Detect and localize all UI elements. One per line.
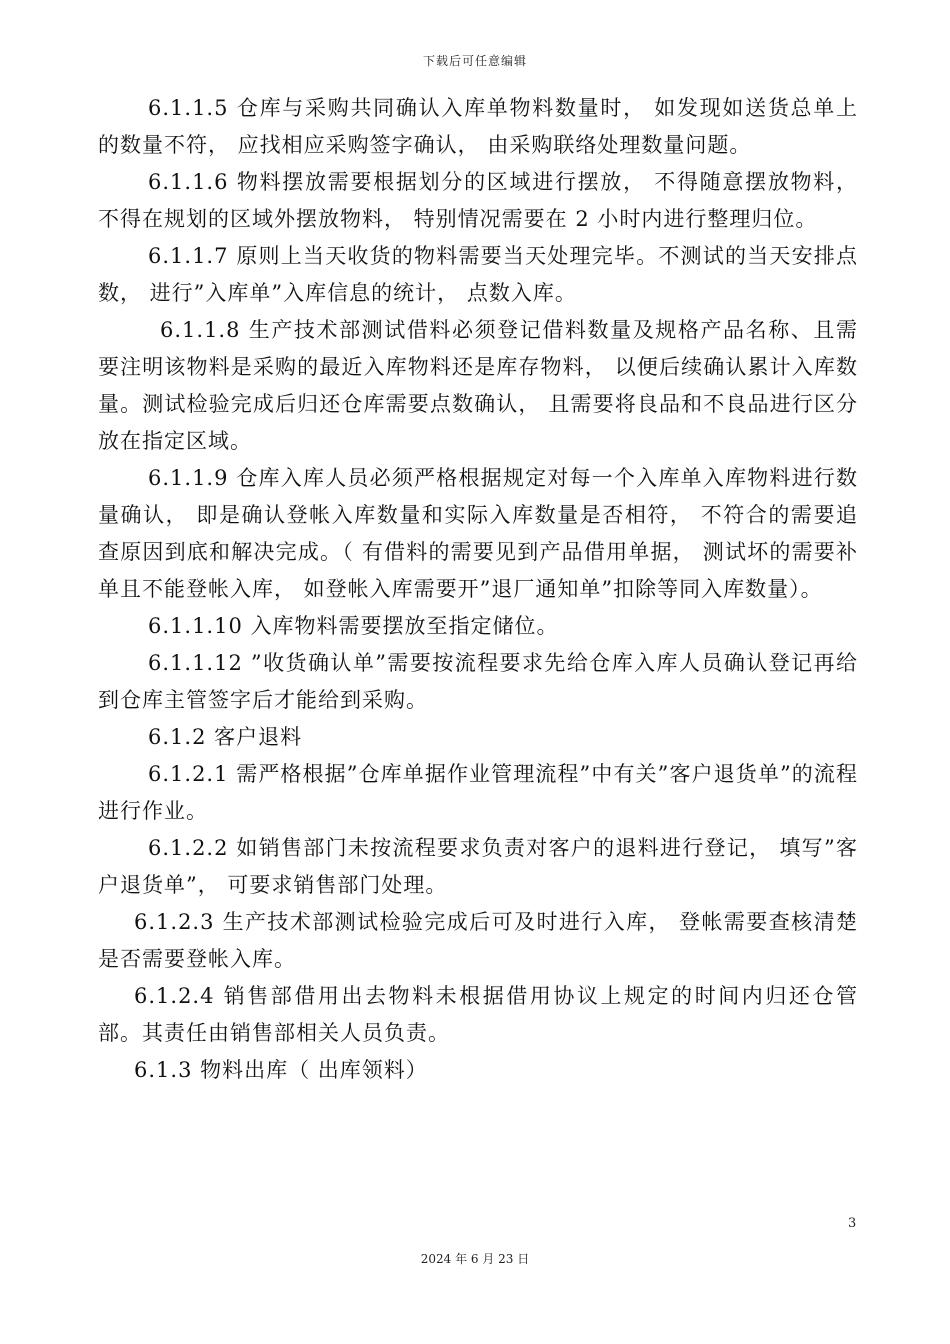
page-header: 下载后可任意编辑 bbox=[422, 54, 527, 68]
paragraph-6-1-1-8: 6.1.1.8 生产技术部测试借料必须登记借料数量及规格产品名称、且需要注明该物料是采购的最近入库物料还是库存物料， 以便后续确认累计入库数量。测试检验完成后归还仓库需要点数确认， 且需要将良品和不良品进行区分放在指定区域。 bbox=[98, 318, 858, 453]
footer-date: 2024 年 6 月 23 日 bbox=[420, 1252, 530, 1266]
paragraph-6-1-1-7: 6.1.1.7 原则上当天收货的物料需要当天处理完毕。不测试的当天安排点数， 进行”入库单”入库信息的统计， 点数入库。 bbox=[98, 244, 858, 305]
paragraph-6-1-1-12: 6.1.1.12 ”收货确认单”需要按流程要求先给仓库入库人员确认登记再给到仓库主管签字后才能给到采购。 bbox=[98, 651, 858, 712]
paragraph-6-1-2-1: 6.1.2.1 需严格根据”仓库单据作业管理流程”中有关”客户退货单”的流程进行作业。 bbox=[98, 762, 858, 823]
paragraph-6-1-1-6: 6.1.1.6 物料摆放需要根据划分的区域进行摆放， 不得随意摆放物料， 不得在规划的区域外摆放物料， 特别情况需要在 2 小时内进行整理归位。 bbox=[98, 170, 858, 231]
paragraph-6-1-1-5: 6.1.1.5 仓库与采购共同确认入库单物料数量时， 如发现如送货总单上的数量不符， 应找相应采购签字确认， 由采购联络处理数量问题。 bbox=[98, 96, 858, 157]
paragraph-6-1-1-10: 6.1.1.10 入库物料需要摆放至指定储位。 bbox=[148, 614, 559, 638]
page-number: 3 bbox=[848, 1216, 857, 1231]
section-heading-6-1-3: 6.1.3 物料出库（ 出库领料） bbox=[134, 1058, 428, 1082]
paragraph-6-1-2-3: 6.1.2.3 生产技术部测试检验完成后可及时进行入库， 登帐需要查核清楚是否需要登帐入库。 bbox=[98, 910, 858, 971]
paragraph-6-1-2-4: 6.1.2.4 销售部借用出去物料未根据借用协议上规定的时间内归还仓管部。其责任由销售部相关人员负责。 bbox=[98, 984, 858, 1045]
document-body bbox=[98, 90, 858, 1089]
section-heading-6-1-2: 6.1.2 客户退料 bbox=[148, 725, 303, 749]
paragraph-6-1-2-2: 6.1.2.2 如销售部门未按流程要求负责对客户的退料进行登记， 填写”客户退货单”， 可要求销售部门处理。 bbox=[98, 836, 858, 897]
paragraph-6-1-1-9: 6.1.1.9 仓库入库人员必须严格根据规定对每一个入库单入库物料进行数量确认， 即是确认登帐入库数量和实际入库数量是否相符， 不符合的需要追查原因到底和解决完成。（ 有借料的需要见到产品借用单据， 测试坏的需要补单且不能登帐入库， 如登帐入库需要开”退厂通知单”扣除等同入库数量）。 bbox=[98, 466, 858, 601]
